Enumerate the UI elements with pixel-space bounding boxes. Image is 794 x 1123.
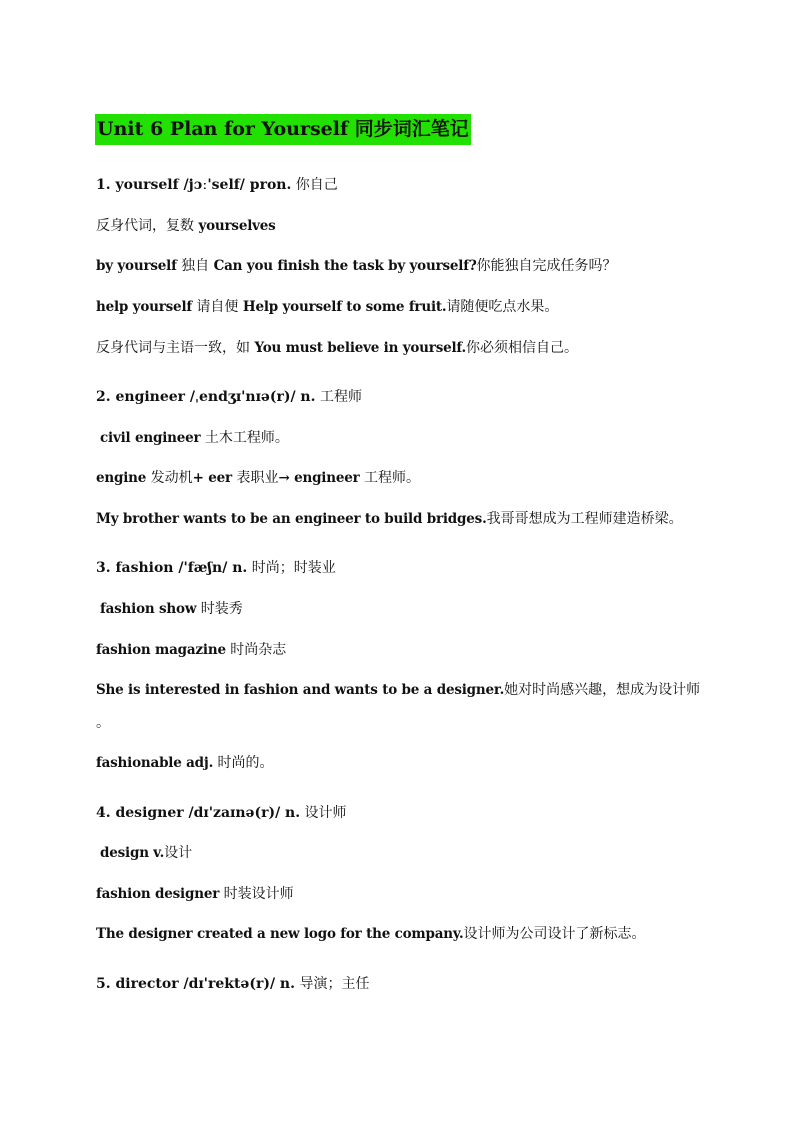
note-line [100,599,243,619]
note-en: fashionable adj. [96,755,214,771]
note-en: design v. [100,845,165,861]
note-en: civil engineer [100,430,201,446]
note-line [96,256,617,276]
entry-meaning: 你自己 [291,177,338,193]
entry-word: 2. engineer /ˌendʒɪ'nɪə(r)/ n. [96,389,316,405]
note-en: You must believe in yourself. [254,340,467,356]
note-zh: 时装设计师 [219,886,294,902]
note-zh: 设计 [164,845,193,861]
note-zh: 表职业 [236,470,279,486]
note-line [96,640,286,660]
note-line [96,924,646,944]
note-zh: 时尚的。 [213,755,274,771]
note-zh: 你能独自完成任务吗？ [476,258,617,274]
note-en: fashion show [100,601,197,617]
entry-heading [96,387,362,407]
entry-word: 1. yourself /jɔː'self/ pron. [96,177,292,193]
note-en: My brother wants to be an engineer to build bridges. [96,511,487,527]
note-zh: 时装秀 [196,601,243,617]
entry-meaning: 时尚；时装业 [247,560,336,576]
document-title [95,114,471,145]
note-zh: 时尚杂志 [225,642,287,658]
note-line [96,509,683,529]
entry-heading [96,974,369,994]
entry-heading [96,558,336,578]
note-en: She is interested in fashion and wants to be a designer. [96,682,505,698]
note-zh: 反身代词，复数 [96,218,199,234]
note-zh: 请随便吃点水果。 [446,299,559,315]
entry-word: 3. fashion /'fæʃn/ n. [96,560,248,576]
note-zh: 。 [96,715,110,731]
note-line [96,468,420,488]
note-en: fashion magazine [96,642,226,658]
note-en: + eer [192,470,237,486]
entry-meaning: 工程师 [315,389,362,405]
note-en: fashion designer [96,886,220,902]
note-zh: 反身代词与主语一致，如 [96,340,255,356]
note-line [96,338,578,358]
note-line [96,884,294,904]
note-zh: 土木工程师。 [200,430,289,446]
note-zh: 独自 [176,258,214,274]
entry-heading [96,175,338,195]
note-en: yourselves [198,218,276,234]
note-zh: 设计师为公司设计了新标志。 [463,926,646,942]
title-text: Unit 6 Plan for Yourself 同步词汇笔记 [97,118,469,140]
note-line [96,713,110,733]
entry-meaning: 设计师 [300,805,347,821]
note-en: → engineer [278,470,365,486]
entry-word: 5. director /dɪ'rektə(r)/ n. [96,976,295,992]
note-zh: 请自便 [191,299,243,315]
note-line [100,428,289,448]
note-line [96,216,276,236]
note-en: The designer created a new logo for the company. [96,926,464,942]
note-en: Can you finish the task by yourself? [213,258,477,274]
entry-meaning: 导演；主任 [295,976,370,992]
entry-word: 4. designer /dɪ'zaɪnə(r)/ n. [96,805,301,821]
note-line [96,680,700,700]
entry-heading [96,803,347,823]
note-en: engine [96,470,147,486]
note-zh: 她对时尚感兴趣，想成为设计师 [504,682,701,698]
note-zh: 你必须相信自己。 [466,340,579,356]
note-zh: 发动机 [146,470,193,486]
note-line [100,843,192,863]
note-zh: 工程师。 [364,470,421,486]
note-en: by yourself [96,258,177,274]
note-line [96,753,274,773]
note-line [96,297,558,317]
note-en: Help yourself to some fruit. [242,299,447,315]
note-en: help yourself [96,299,192,315]
note-zh: 我哥哥想成为工程师建造桥梁。 [486,511,683,527]
